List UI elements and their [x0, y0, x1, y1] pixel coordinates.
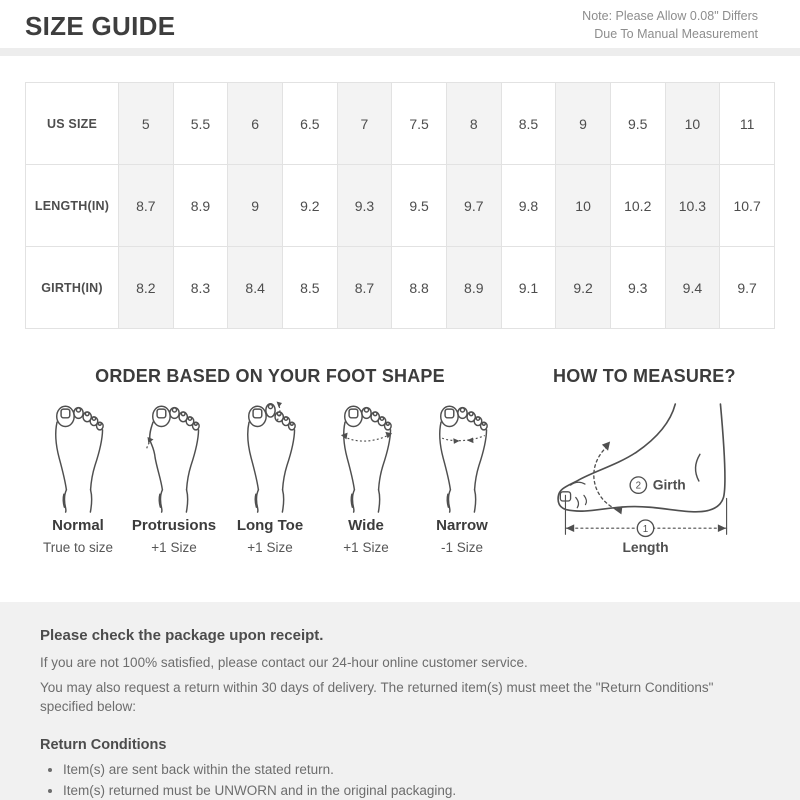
size-table — [25, 82, 775, 329]
foot-shape-name: Long Toe — [236, 517, 304, 534]
size-table-row-label: US SIZE — [26, 83, 119, 165]
size-table-cell: 5.5 — [173, 83, 228, 165]
foot-protrusions-illustration — [145, 398, 203, 514]
size-table-cell: 9.7 — [446, 165, 501, 247]
header-divider — [0, 48, 800, 56]
svg-text:1: 1 — [642, 523, 649, 535]
how-to-measure-heading: HOW TO MEASURE? — [553, 366, 736, 386]
foot-figure-normal — [30, 398, 126, 555]
package-notice-heading: Please check the package upon receipt. — [40, 627, 324, 644]
size-table-cell: 9.4 — [665, 247, 720, 329]
girth-badge — [630, 477, 646, 493]
girth-label: Girth — [652, 476, 686, 493]
size-table-cell: 7 — [337, 83, 392, 165]
foot-shape-advice: +1 Size — [247, 540, 293, 555]
package-notice-panel — [0, 602, 800, 800]
how-to-measure-section — [540, 366, 800, 564]
size-table-cell: 10 — [665, 83, 720, 165]
size-table-cell: 9 — [556, 83, 611, 165]
size-table-wrap — [25, 82, 775, 329]
size-table-cell: 8.8 — [392, 247, 447, 329]
size-table-cell: 9.7 — [720, 247, 775, 329]
size-table-cell: 9.5 — [610, 83, 665, 165]
feet-row — [0, 398, 540, 555]
size-table-row — [26, 83, 775, 165]
size-table-cell: 8.7 — [337, 247, 392, 329]
header — [0, 0, 800, 48]
size-table-cell: 9.3 — [610, 247, 665, 329]
page-title: SIZE GUIDE — [25, 10, 176, 41]
foot-shape-section — [0, 366, 540, 564]
foot-shape-advice: -1 Size — [440, 540, 484, 555]
foot-shape-name: Protrusions — [131, 517, 217, 534]
size-table-cell: 8.5 — [282, 247, 337, 329]
size-table-cell: 6.5 — [282, 83, 337, 165]
measurement-note-line1: Note: Please Allow 0.08" Differs — [582, 9, 758, 24]
size-table-cell: 9.2 — [556, 247, 611, 329]
measurement-note — [582, 8, 758, 44]
satisfaction-line: If you are not 100% satisfied, please contact our 24-hour online customer service. — [40, 655, 528, 670]
length-label: Length — [622, 538, 669, 555]
measurement-note-line2: Due To Manual Measurement — [594, 27, 758, 41]
foot-shape-advice: +1 Size — [151, 540, 197, 555]
foot-figure-protrusions — [126, 398, 222, 555]
size-table-cell: 6 — [228, 83, 283, 165]
foot-figure-narrow — [414, 398, 510, 555]
return-condition-item: • Item(s) returned must be UNWORN and in the original packaging. — [63, 783, 760, 798]
size-table-row-label: GIRTH(IN) — [26, 247, 119, 329]
foot-measure-illustration — [550, 403, 740, 559]
size-table-cell: 9.5 — [392, 165, 447, 247]
size-table-cell: 9.3 — [337, 165, 392, 247]
size-table-cell: 8.2 — [119, 247, 174, 329]
size-table-cell: 8.9 — [446, 247, 501, 329]
size-table-cell: 9.1 — [501, 247, 556, 329]
foot-figure-wide — [318, 398, 414, 555]
size-table-cell: 8.5 — [501, 83, 556, 165]
size-table-cell: 8.4 — [228, 247, 283, 329]
foot-figure-long-toe — [222, 398, 318, 555]
size-table-cell: 9.8 — [501, 165, 556, 247]
foot-narrow-illustration — [433, 398, 491, 514]
return-conditions-list — [40, 762, 760, 798]
return-conditions-heading: Return Conditions — [40, 736, 167, 753]
size-table-cell: 9 — [228, 165, 283, 247]
size-table-cell: 10.2 — [610, 165, 665, 247]
middle-section — [0, 366, 800, 564]
size-table-row — [26, 165, 775, 247]
size-table-cell: 8.3 — [173, 247, 228, 329]
size-table-cell: 8 — [446, 83, 501, 165]
foot-shape-name: Normal — [52, 517, 104, 534]
size-table-cell: 8.9 — [173, 165, 228, 247]
return-condition-item: • Item(s) are sent back within the stated return. — [63, 762, 760, 777]
svg-text:2: 2 — [635, 480, 642, 492]
size-table-cell: 5 — [119, 83, 174, 165]
size-table-cell: 9.2 — [282, 165, 337, 247]
size-table-row — [26, 247, 775, 329]
foot-shape-heading: ORDER BASED ON YOUR FOOT SHAPE — [95, 366, 445, 386]
length-badge — [637, 520, 653, 536]
size-table-cell: 8.7 — [119, 165, 174, 247]
foot-shape-advice: +1 Size — [343, 540, 389, 555]
foot-shape-advice: True to size — [42, 540, 114, 555]
size-table-cell: 10 — [556, 165, 611, 247]
size-table-body — [26, 83, 775, 329]
size-table-cell: 10.3 — [665, 165, 720, 247]
foot-normal-illustration — [49, 398, 107, 514]
size-table-cell: 7.5 — [392, 83, 447, 165]
size-table-cell: 11 — [720, 83, 775, 165]
foot-shape-name: Narrow — [436, 517, 488, 534]
size-table-row-label: LENGTH(IN) — [26, 165, 119, 247]
foot-shape-name: Wide — [348, 517, 384, 534]
foot-wide-illustration — [337, 398, 395, 514]
foot-long-toe-illustration — [241, 398, 299, 514]
return-request-line: You may also request a return within 30 days of delivery. The returned item(s) must meet the "Return Conditions" specified below: — [40, 679, 714, 715]
size-table-cell: 10.7 — [720, 165, 775, 247]
